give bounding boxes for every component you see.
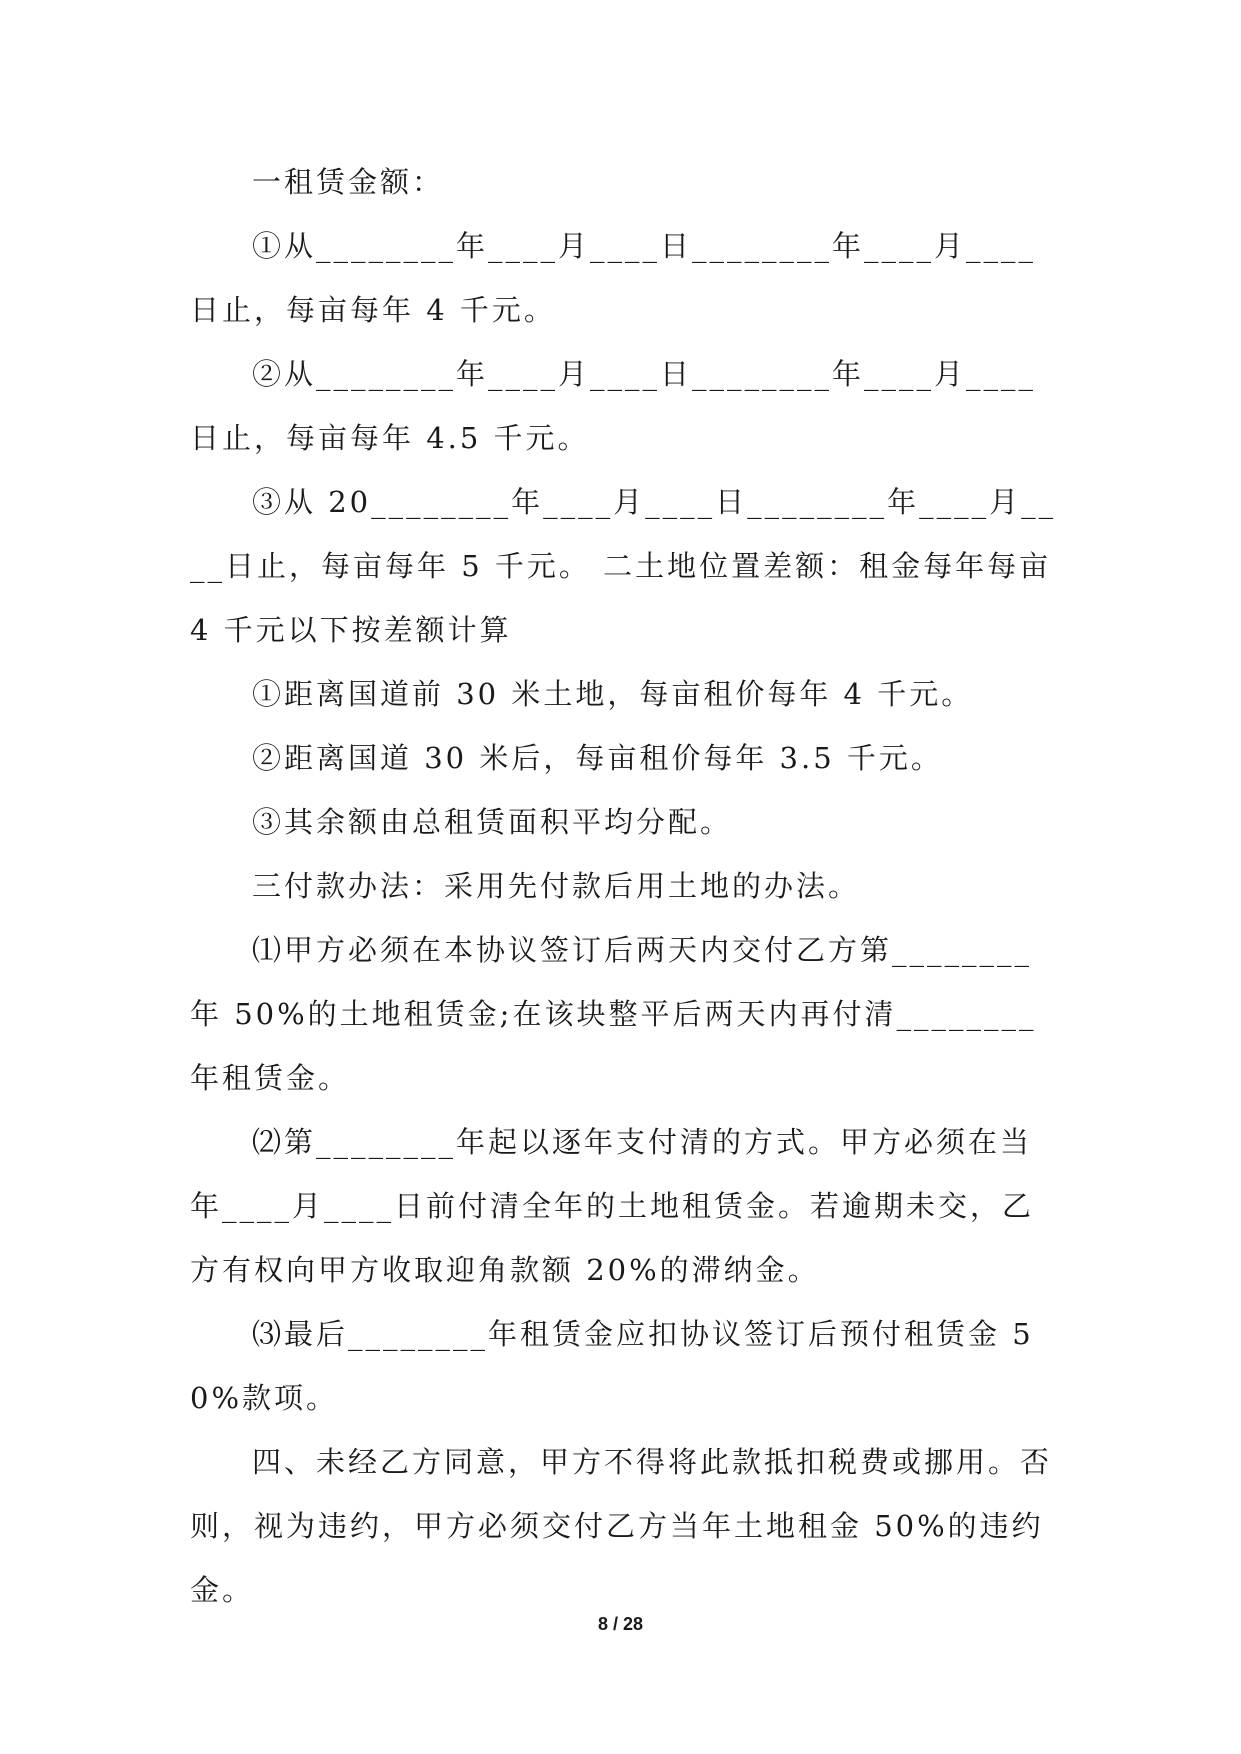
paragraph-payment-3: ⑶最后________年租赁金应扣协议签订后预付租赁金 50%款项。	[190, 1317, 1034, 1415]
paragraph-rent-amount-heading: 一租赁金额：	[252, 165, 445, 199]
paragraph-clause-4: 四、未经乙方同意，甲方不得将此款抵扣税费或挪用。否则，视为违约，甲方必须交付乙方当年土地租金 50%的违约金。	[190, 1445, 1053, 1607]
document-body	[190, 150, 1064, 1622]
paragraph-payment-2: ⑵第________年起以逐年支付清的方式。甲方必须在当年____月____日前付清全年的土地租赁金。若逾期未交，乙方有权向甲方收取迎角款额 20%的滞纳金。	[190, 1125, 1035, 1287]
paragraph-location-1: ①距离国道前 30 米土地，每亩租价每年 4 千元。	[252, 677, 974, 711]
page-number: 8 / 28	[597, 1614, 644, 1634]
paragraph-rent-period-1: ①从________年____月____日________年____月____日止，每亩每年 4 千元。	[190, 229, 1037, 327]
paragraph-rent-period-3: ③从 20________年____月____日________年____月____日止，每亩每年 5 千元。 二土地位置差额：租金每年每亩 4 千元以下按差额计算	[190, 485, 1064, 647]
paragraph-location-2: ②距离国道 30 米后，每亩租价每年 3.5 千元。	[252, 741, 943, 775]
paragraph-location-3: ③其余额由总租赁面积平均分配。	[252, 805, 733, 839]
paragraph-payment-1: ⑴甲方必须在本协议签订后两天内交付乙方第________年 50%的土地租赁金;在该块整平后两天内再付清________年租赁金。	[190, 933, 1037, 1095]
paragraph-rent-period-2: ②从________年____月____日________年____月____日止，每亩每年 4.5 千元。	[190, 357, 1037, 455]
paragraph-payment-heading: 三付款办法：采用先付款后用土地的办法。	[252, 869, 861, 903]
